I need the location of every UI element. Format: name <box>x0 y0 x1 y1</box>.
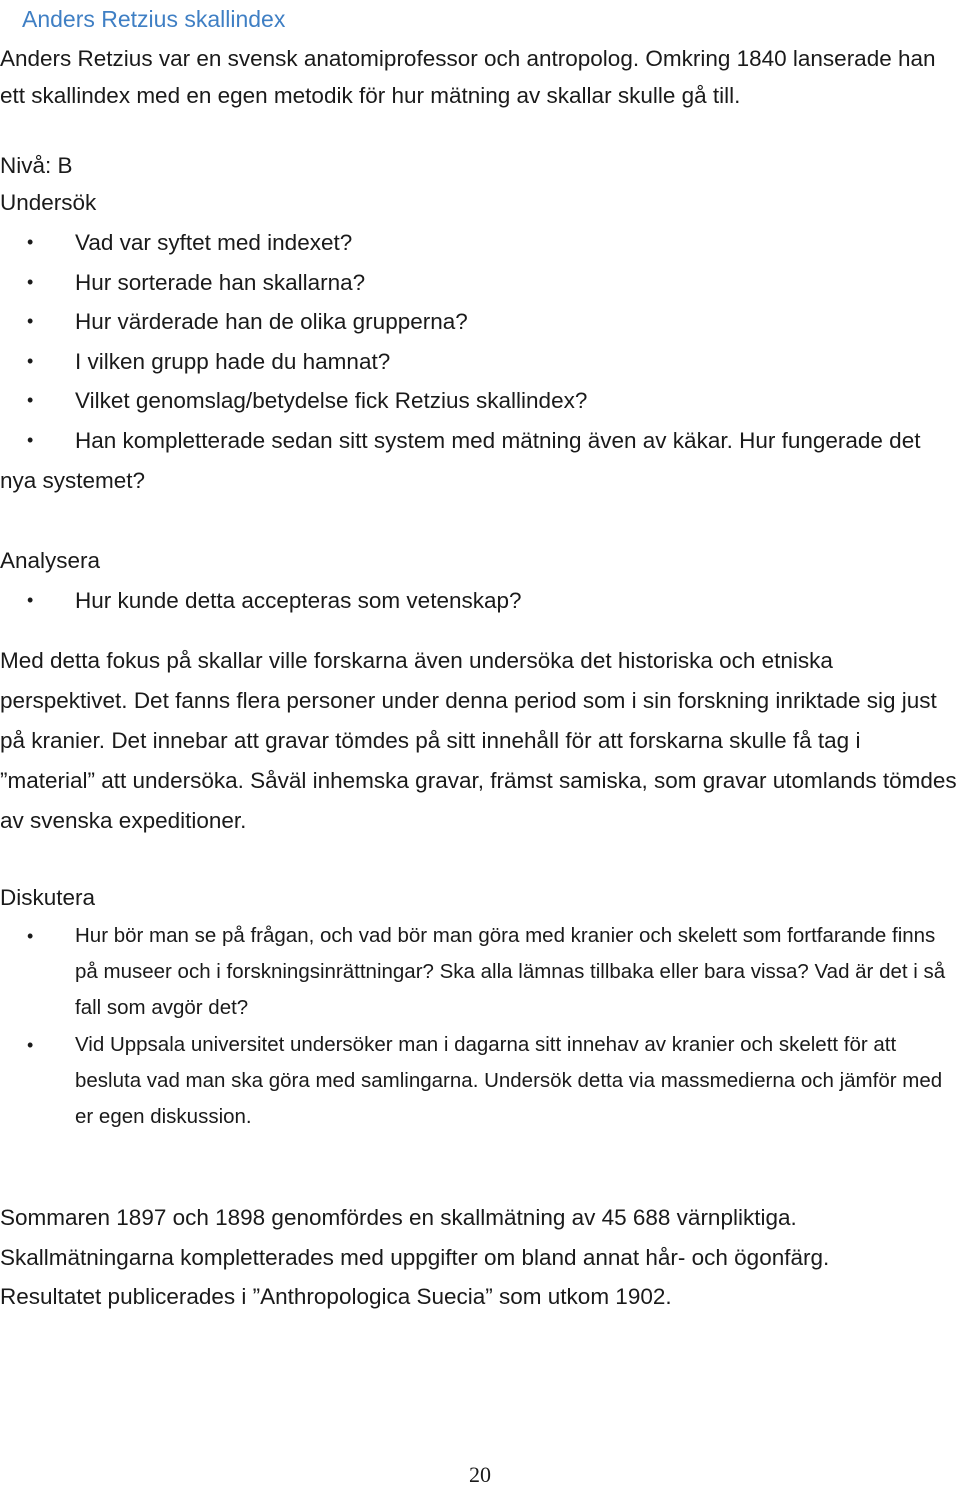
list-item-text: Vid Uppsala universitet undersöker man i dagarna sitt innehav av kranier och skelett för att besluta vad man ska göra med samlingarna. Undersök detta via massmedierna och jämför med er egen diskussion. <box>75 1033 943 1128</box>
analyze-list <box>0 581 958 621</box>
list-item-text: Vilket genomslag/betydelse fick Retzius skallindex? <box>75 388 588 413</box>
level-label: Nivå: B <box>0 153 73 178</box>
list-item-text: Han kompletterade sedan sitt system med mätning även av käkar. Hur fungerade det nya systemet? <box>0 428 921 493</box>
investigate-label: Undersök <box>0 190 97 215</box>
bullet-icon: • <box>27 590 34 610</box>
list-item <box>0 263 958 303</box>
list-item <box>0 1027 958 1135</box>
list-item <box>0 223 958 263</box>
context-paragraph: Med detta fokus på skallar ville forskarna även undersöka det historiska och etniska perspektivet. Det fanns flera personer under denna period som i sin forskning inriktade sig just på kranier. Det innebar att gravar tömdes på sitt innehåll för att forskarna skulle få tag i ”material” att undersöka. Såväl inhemska gravar, främst samiska, som gravar utomlands tömdes av svenska expeditioner. <box>0 648 957 833</box>
list-item-text: Hur bör man se på frågan, och vad bör man göra med kranier och skelett som fortfarande finns på museer och i forskningsinrättningar? Ska alla lämnas tillbaka eller bara vissa? Vad är det i så fall som avgör det? <box>75 924 946 1019</box>
bullet-icon: • <box>27 350 34 371</box>
bullet-icon: • <box>27 232 34 252</box>
bullet-icon: • <box>27 311 34 331</box>
page-number: 20 <box>469 1462 491 1487</box>
discuss-label: Diskutera <box>0 885 96 910</box>
list-item <box>0 581 958 621</box>
bullet-icon: • <box>27 1035 34 1055</box>
closing-line: Skallmätningarna kompletterades med uppgifter om bland annat hår- och ögonfärg. <box>0 1244 830 1270</box>
bullet-icon: • <box>27 271 34 292</box>
list-item <box>0 918 958 1026</box>
intro-paragraph: Anders Retzius var en svensk anatomiprofessor och antropolog. Omkring 1840 lanserade han ett skallindex med en egen metodik för hur mätning av skallar skulle gå till. <box>0 46 936 108</box>
investigate-list <box>0 223 958 421</box>
list-item <box>0 302 958 342</box>
closing-line: Resultatet publicerades i ”Anthropologica Suecia” som utkom 1902. <box>0 1284 672 1309</box>
page-title: Anders Retzius skallindex <box>22 6 286 32</box>
list-item-text: Hur kunde detta accepteras som vetenskap? <box>75 588 522 613</box>
bullet-icon: • <box>27 926 34 946</box>
closing-paragraph <box>0 1198 958 1317</box>
discuss-list <box>0 918 958 1136</box>
closing-line: Sommaren 1897 och 1898 genomfördes en skallmätning av 45 688 värnpliktiga. <box>0 1205 797 1230</box>
list-item <box>0 342 958 382</box>
list-item-text: Vad var syftet med indexet? <box>75 230 353 255</box>
list-item-text: Hur sorterade han skallarna? <box>75 269 366 295</box>
list-item-text: Hur värderade han de olika grupperna? <box>75 309 468 334</box>
list-item-wrapping <box>0 421 935 500</box>
bullet-icon: • <box>27 430 34 450</box>
bullet-icon: • <box>27 390 34 410</box>
analyze-label: Analysera <box>0 548 101 573</box>
list-item <box>0 381 958 421</box>
list-item-text: I vilken grupp hade du hamnat? <box>75 348 391 374</box>
